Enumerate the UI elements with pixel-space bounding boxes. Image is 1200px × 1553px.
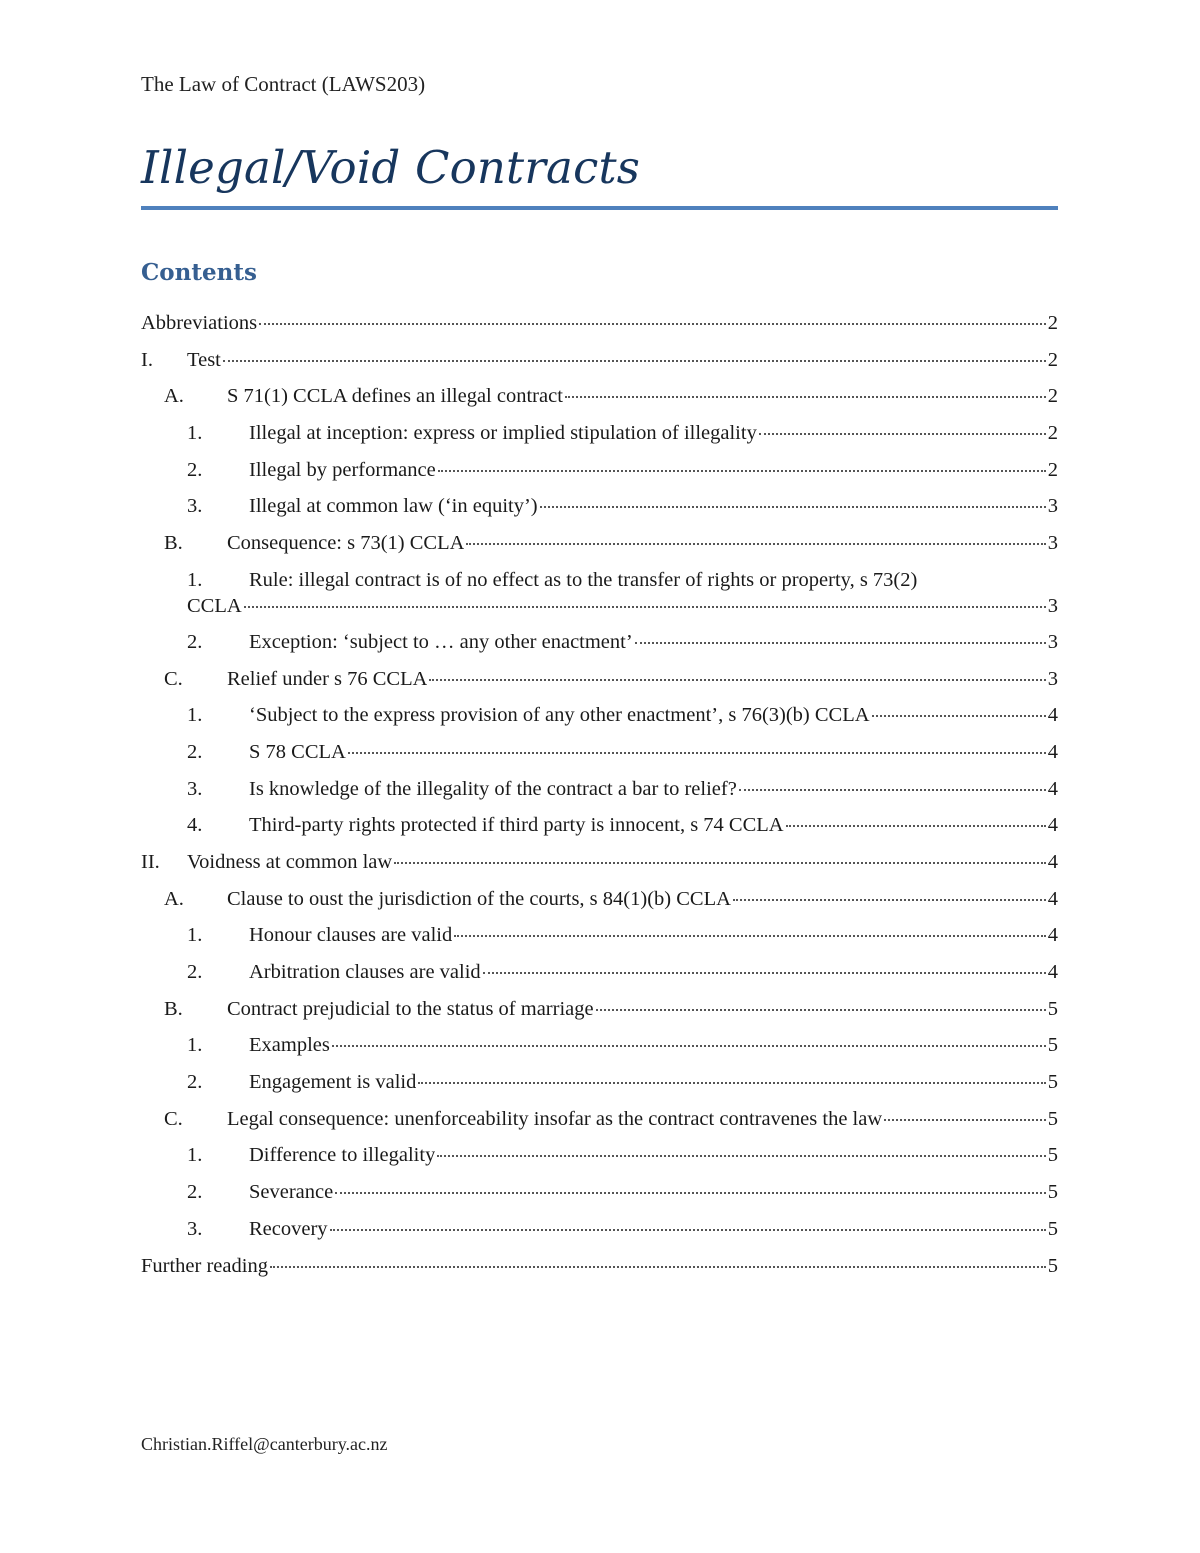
toc-entry-text: Illegal by performance xyxy=(249,458,436,481)
toc-entry[interactable] xyxy=(141,562,1058,624)
toc-entry-text: Relief under s 76 CCLA xyxy=(227,667,428,690)
toc-entry-number: B. xyxy=(164,532,183,555)
toc-page-number: 5 xyxy=(1047,1144,1058,1167)
toc-dot-leader xyxy=(259,323,1046,325)
toc-dot-leader xyxy=(244,606,1046,608)
toc-entry-number: 3. xyxy=(187,777,203,800)
toc-entry[interactable] xyxy=(141,624,1058,661)
toc-entry-text: Contract prejudicial to the status of marriage xyxy=(227,997,594,1020)
toc-page-number: 4 xyxy=(1047,924,1058,947)
toc-entry[interactable] xyxy=(141,1064,1058,1101)
toc-page-number: 4 xyxy=(1047,704,1058,727)
toc-dot-leader xyxy=(223,360,1046,362)
toc-entry[interactable] xyxy=(141,1248,1058,1285)
toc-entry-text: Abbreviations xyxy=(141,312,258,334)
toc-entry[interactable] xyxy=(141,452,1058,489)
toc-page-number: 3 xyxy=(1047,630,1058,653)
toc-page-number: 5 xyxy=(1047,1181,1058,1204)
toc-dot-leader xyxy=(429,679,1045,681)
toc-page-number: 3 xyxy=(1047,495,1058,518)
toc-entry[interactable] xyxy=(141,661,1058,698)
toc-entry-text: Difference to illegality xyxy=(249,1144,436,1167)
toc-entry[interactable] xyxy=(141,881,1058,918)
contents-heading: Contents xyxy=(141,259,257,286)
toc-entry-text: Test xyxy=(187,348,221,371)
toc-entry-number: A. xyxy=(164,887,184,910)
title-underline xyxy=(141,206,1058,210)
toc-entry-text: Illegal at inception: express or implied stipulation of illegality xyxy=(249,422,757,445)
toc-dot-leader xyxy=(454,935,1046,937)
toc-entry-number: 1. xyxy=(187,704,203,727)
toc-page-number: 2 xyxy=(1047,312,1058,334)
toc-dot-leader xyxy=(394,862,1046,864)
toc-entry-number: 1. xyxy=(187,422,203,445)
toc-dot-leader xyxy=(466,543,1045,545)
toc-entry-text: Illegal at common law (‘in equity’) xyxy=(249,495,538,518)
toc-entry-number: II. xyxy=(141,850,160,873)
toc-entry-text: Consequence: s 73(1) CCLA xyxy=(227,532,465,555)
toc-dot-leader xyxy=(565,396,1046,398)
toc-dot-leader xyxy=(540,506,1046,508)
toc-entry[interactable] xyxy=(141,305,1058,342)
toc-dot-leader xyxy=(330,1229,1046,1231)
toc-entry[interactable] xyxy=(141,1137,1058,1174)
toc-entry-text: Legal consequence: unenforceability insofar as the contract contravenes the law xyxy=(227,1107,883,1130)
toc-entry-text: Clause to oust the jurisdiction of the courts, s 84(1)(b) CCLA xyxy=(227,887,731,910)
toc-dot-leader xyxy=(437,1155,1045,1157)
toc-page-number: 4 xyxy=(1047,961,1058,983)
toc-page-number: 5 xyxy=(1047,1217,1058,1240)
toc-entry-text: Arbitration clauses are valid xyxy=(249,961,481,983)
toc-dot-leader xyxy=(335,1192,1046,1194)
toc-entry[interactable] xyxy=(141,342,1058,379)
toc-entry-number: B. xyxy=(164,997,183,1020)
toc-entry-text: Further reading xyxy=(141,1254,268,1277)
toc-entry-number: 2. xyxy=(187,740,203,763)
toc-entry-text: ‘Subject to the express provision of any other enactment’, s 76(3)(b) CCLA xyxy=(249,704,870,727)
toc-entry[interactable] xyxy=(141,1027,1058,1064)
toc-entry-number: 1. xyxy=(187,1034,203,1057)
toc-entry-text: Severance xyxy=(249,1181,334,1204)
toc-entry-text: S 71(1) CCLA defines an illegal contract xyxy=(227,385,563,408)
toc-dot-leader xyxy=(635,642,1046,644)
running-header: The Law of Contract (LAWS203) xyxy=(141,72,426,96)
toc-entry-text: Examples xyxy=(249,1034,330,1057)
toc-entry[interactable] xyxy=(141,697,1058,734)
toc-entry[interactable] xyxy=(141,415,1058,452)
toc-entry[interactable] xyxy=(141,1174,1058,1211)
toc-entry-text: Exception: ‘subject to … any other enactment’ xyxy=(249,630,633,653)
toc-entry-number: 1. xyxy=(187,924,203,947)
toc-page-number: 3 xyxy=(1047,532,1058,555)
table-of-contents xyxy=(141,305,1058,1284)
toc-entry-number: C. xyxy=(164,1107,183,1130)
toc-entry-number: 1. xyxy=(187,568,203,591)
toc-entry[interactable] xyxy=(141,378,1058,415)
toc-entry-text: S 78 CCLA xyxy=(249,740,346,763)
toc-page-number: 5 xyxy=(1047,1107,1058,1130)
toc-page-number: 4 xyxy=(1047,814,1058,837)
toc-dot-leader xyxy=(332,1045,1046,1047)
toc-entry-number: 2. xyxy=(187,458,203,481)
toc-dot-leader xyxy=(739,789,1046,791)
toc-entry-number: 4. xyxy=(187,814,203,837)
toc-page-number: 5 xyxy=(1047,1254,1058,1277)
toc-page-number: 4 xyxy=(1047,887,1058,910)
toc-entry[interactable] xyxy=(141,954,1058,991)
toc-entry-number: 2. xyxy=(187,1181,203,1204)
toc-entry-number: 3. xyxy=(187,1217,203,1240)
toc-dot-leader xyxy=(438,470,1046,472)
toc-page-number: 2 xyxy=(1047,385,1058,408)
toc-entry-number: 1. xyxy=(187,1144,203,1167)
toc-entry-text: Is knowledge of the illegality of the contract a bar to relief? xyxy=(249,777,737,800)
toc-entry-number: 2. xyxy=(187,961,203,983)
toc-page-number: 2 xyxy=(1047,422,1058,445)
toc-page-number: 5 xyxy=(1047,1071,1058,1094)
toc-dot-leader xyxy=(733,899,1046,901)
toc-dot-leader xyxy=(884,1119,1046,1121)
toc-entry-text: Voidness at common law xyxy=(187,850,393,873)
toc-entry-text: Recovery xyxy=(249,1217,328,1240)
toc-entry[interactable] xyxy=(141,1101,1058,1138)
toc-entry-number: I. xyxy=(141,348,153,371)
document-title: Illegal/Void Contracts xyxy=(141,141,641,194)
toc-dot-leader xyxy=(348,752,1046,754)
toc-page-number: 2 xyxy=(1047,458,1058,481)
toc-entry[interactable] xyxy=(141,807,1058,844)
toc-dot-leader xyxy=(872,715,1046,717)
toc-entry[interactable] xyxy=(141,1211,1058,1248)
toc-entry-number: C. xyxy=(164,667,183,690)
toc-entry-text: Third-party rights protected if third party is innocent, s 74 CCLA xyxy=(249,814,784,837)
toc-entry-number: 2. xyxy=(187,630,203,653)
toc-entry[interactable] xyxy=(141,991,1058,1028)
toc-entry[interactable] xyxy=(141,488,1058,525)
toc-entry-number: A. xyxy=(164,385,184,408)
toc-entry-number: 2. xyxy=(187,1071,203,1094)
toc-entry-text: Engagement is valid xyxy=(249,1071,417,1094)
toc-entry-text: Rule: illegal contract is of no effect as to the transfer of rights or property, s 73(2) xyxy=(249,568,918,591)
toc-page-number: 4 xyxy=(1047,740,1058,763)
toc-entry-text-continued: CCLA xyxy=(187,594,242,617)
toc-page-number: 5 xyxy=(1047,1034,1058,1057)
toc-entry[interactable] xyxy=(141,771,1058,808)
toc-dot-leader xyxy=(418,1082,1045,1084)
toc-entry[interactable] xyxy=(141,844,1058,881)
toc-page-number: 4 xyxy=(1047,777,1058,800)
toc-page-number: 2 xyxy=(1047,348,1058,371)
toc-dot-leader xyxy=(270,1266,1046,1268)
toc-page-number: 3 xyxy=(1047,667,1058,690)
toc-page-number: 4 xyxy=(1047,850,1058,873)
toc-dot-leader xyxy=(483,972,1046,974)
toc-dot-leader xyxy=(596,1009,1046,1011)
toc-entry[interactable] xyxy=(141,917,1058,954)
toc-page-number: 3 xyxy=(1047,594,1058,617)
toc-entry[interactable] xyxy=(141,734,1058,771)
toc-entry-text: Honour clauses are valid xyxy=(249,924,453,947)
toc-entry[interactable] xyxy=(141,525,1058,562)
toc-dot-leader xyxy=(759,433,1046,435)
toc-entry-number: 3. xyxy=(187,495,203,518)
toc-dot-leader xyxy=(786,825,1046,827)
toc-page-number: 5 xyxy=(1047,997,1058,1020)
footer-email: Christian.Riffel@canterbury.ac.nz xyxy=(141,1434,388,1454)
